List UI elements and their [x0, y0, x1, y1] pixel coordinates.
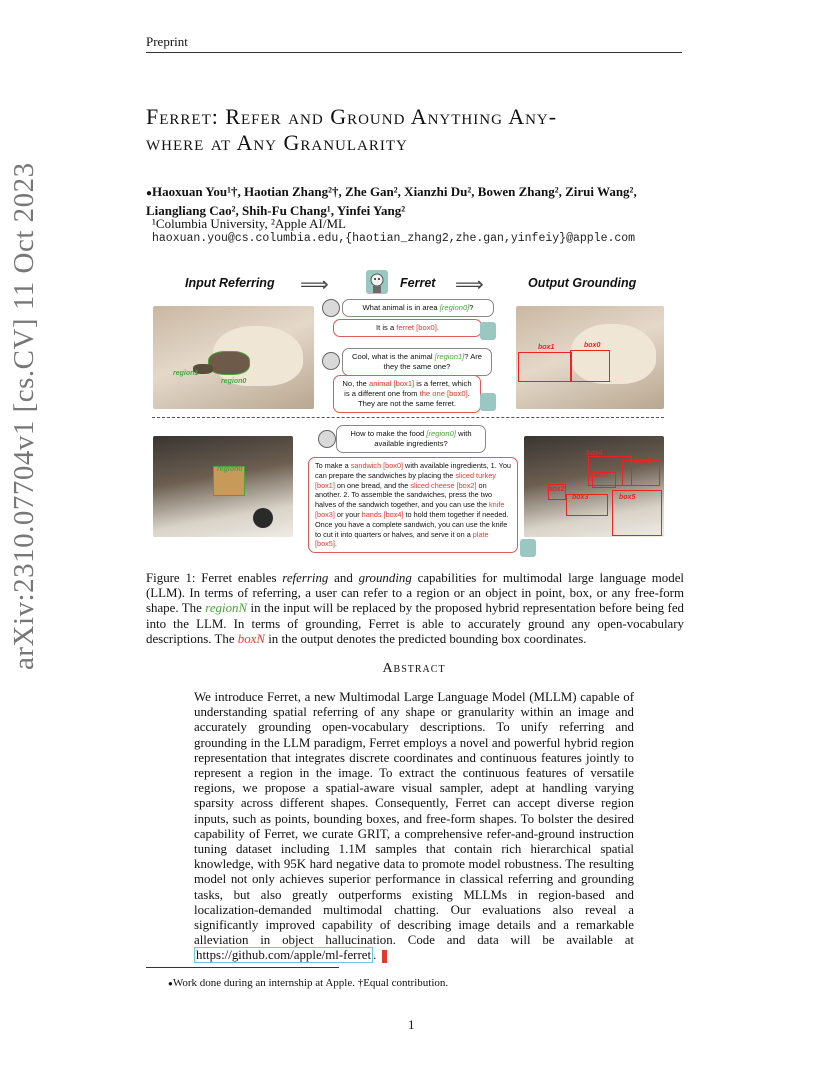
title-line-1: Ferret: Refer and Ground Anything Any-	[146, 104, 558, 129]
page-number: 1	[408, 1017, 415, 1032]
answer-bubble-1: It is a ferret [box0].	[333, 319, 482, 337]
author-emails[interactable]: haoxuan.you@cs.columbia.edu,{haotian_zhang2,zhe.gan,yinfeiy}@apple.com	[152, 232, 636, 245]
box0-label: box0	[592, 472, 609, 479]
jar-shape	[253, 508, 273, 528]
abstract-body: We introduce Ferret, a new Multimodal Large Language Model (MLLM) capable of understanding spatial referring of any shape or granularity within an image and accurately grounding open-vocabulary descriptions. To unify referring and grounding in the LLM paradigm, Ferret employs a novel and powerful hybrid region representation that integrates discrete coordinates and continuous features jointly to represent a region in the image. To extract the continuous features of versatile regions, we propose a spatial-aware visual sampler, adept at handling varying sparsity across different shapes. Consequently, Ferret can accept diverse region inputs, such as points, bounding boxes, and free-form shapes. To bolster the desired capability of Ferret, we curate GRIT, a comprehensive refer-and-ground instruction tuning dataset including 1.1M samples that contain rich hierarchical spatial knowledge, with 95K hard negative data to promote model robustness. The resulting model not only achieves superior performance in classical referring and grounding tasks, but also greatly outperforms existing MLLMs in region-based and localization-demanded multimodal chatting. Our evaluations also reveal a significantly improved capability of describing image details and a remarkable alleviation in object hallucination. Code and data will be available at https://github.com/apple/ml-ferret .	[194, 690, 634, 963]
region0-label: region0	[217, 466, 243, 473]
section-divider	[152, 417, 664, 418]
authors-line-2: Liangliang Cao², Shih-Fu Chang¹, Yinfei Yang²	[146, 203, 406, 218]
box4-label: box4	[586, 450, 603, 457]
github-link[interactable]: https://github.com/apple/ml-ferret	[196, 948, 372, 963]
authors-line-1: ●Haoxuan You¹†, Haotian Zhang²†, Zhe Gan², Xianzhi Du², Bowen Zhang², Zirui Wang²,	[146, 184, 637, 199]
ferret-face-icon	[366, 270, 388, 294]
ferret-input-image	[153, 306, 314, 409]
arrow-right-icon: ⟹	[300, 272, 329, 296]
running-header: Preprint	[146, 34, 188, 49]
abstract-heading: Abstract	[382, 661, 446, 676]
ferret-avatar-icon	[366, 270, 388, 294]
box3-label: box3	[572, 494, 589, 501]
ferret-avatar-icon	[480, 393, 496, 411]
user-avatar-icon	[318, 430, 336, 448]
ferret-output-image	[516, 306, 664, 409]
title-line-2: where at Any Granularity	[146, 130, 408, 155]
question-bubble-3: How to make the food [region0] with available ingredients?	[336, 425, 486, 453]
arrow-right-icon: ⟹	[455, 272, 484, 296]
label-input-referring: Input Referring	[185, 276, 275, 290]
figure-caption: Figure 1: Ferret enables referring and grounding capabilities for multimodal large language model (LLM). In terms of referring, a user can refer to a region or an object in point, box, or any free-form shape. The regionN in the input will be replaced by the proposed hybrid representation before being fed into the LLM. In terms of grounding, Ferret is able to accurately ground any open-vocabulary descriptions. The boxN in the output denotes the predicted bounding box coordinates.	[146, 571, 684, 646]
affiliations: ¹Columbia University, ²Apple AI/ML	[152, 216, 346, 231]
box1-label: box1	[538, 344, 555, 351]
apple-icon: ●	[146, 188, 153, 199]
region0-label: region0	[221, 378, 247, 385]
sandwich-output-image	[524, 436, 664, 537]
box1-label: box1	[634, 458, 651, 465]
arxiv-identifier[interactable]: arXiv:2310.07704v1 [cs.CV] 11 Oct 2023	[8, 162, 40, 670]
link-marker	[382, 950, 387, 963]
box5-label: box5	[619, 494, 636, 501]
answer-bubble-3: To make a sandwich [box0] with available ingredients, 1. You can prepare the sandwiches by placing the sliced turkey [box1] on one bread, and the sliced cheese [box2] on another. 2. To assemble the sandwiches, press the two halves of the sandwich together, and you can use the knife [box3] or your hands [box4] to hold them together if needed. Once you have a complete sandwich, you can use the knife to cut it into quarters or halves, and serve it on a plate [box5].	[308, 457, 518, 553]
region0-outline	[208, 351, 250, 375]
paper-title	[146, 104, 686, 156]
region1-label: region1	[173, 370, 199, 377]
box2-label: box2	[548, 486, 565, 493]
box0-bounding-box	[570, 350, 610, 382]
label-output-grounding: Output Grounding	[528, 276, 637, 290]
footnote: ●Work done during an internship at Apple. †Equal contribution.	[168, 977, 449, 989]
question-bubble-2: Cool, what is the animal [region1]? Are they the same one?	[342, 348, 492, 376]
ferret-avatar-icon	[520, 539, 536, 557]
user-avatar-icon	[322, 299, 340, 317]
header-rule	[146, 52, 682, 53]
apple-icon: ●	[168, 979, 173, 988]
box1-bounding-box	[518, 352, 572, 382]
label-ferret: Ferret	[400, 276, 436, 290]
sandwich-input-image	[153, 436, 293, 537]
author-list	[146, 183, 686, 219]
answer-bubble-2: No, the animal [box1] is a ferret, which is a different one from the one [box0]. They are not the same ferret.	[333, 375, 481, 413]
footnote-rule	[146, 967, 339, 968]
box0-label: box0	[584, 342, 601, 349]
user-avatar-icon	[322, 352, 340, 370]
ferret-avatar-icon	[480, 322, 496, 340]
question-bubble-1: What animal is in area [region0]?	[342, 299, 494, 317]
